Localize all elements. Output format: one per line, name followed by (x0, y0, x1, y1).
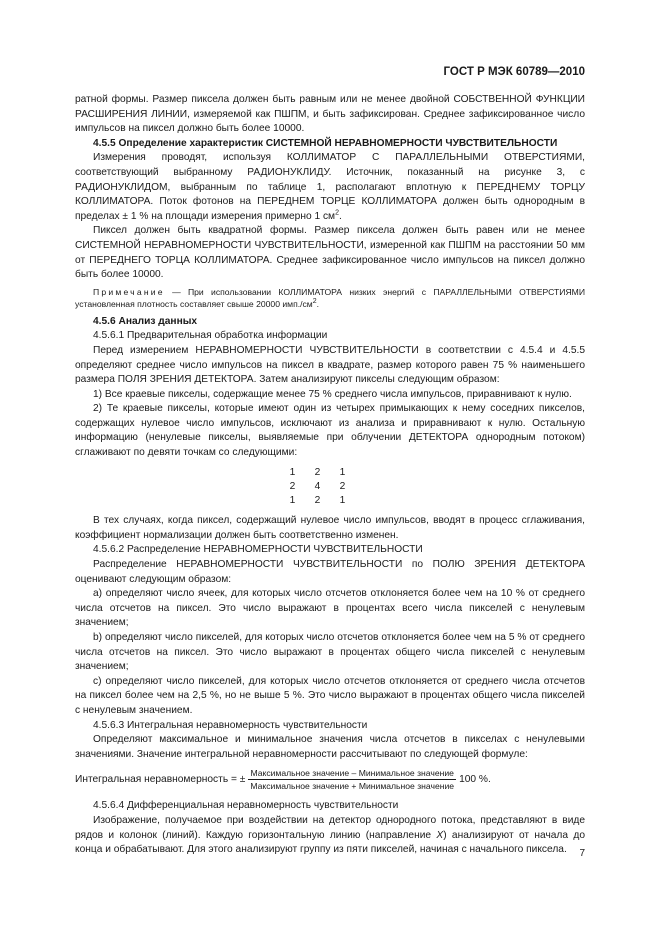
matrix-cell: 2 (314, 495, 321, 507)
paragraph-text: Изображение, получаемое при воздействии на детектор однородного потока, представляют в виде рядов и колонок (линий). Каждую горизонтальную линию (направление (75, 814, 585, 841)
matrix-cell: 2 (314, 466, 321, 478)
paragraph: Определяют максимальное и минимальное значения числа отсчетов в пикселах с ненулевыми значениями. Значение интегральной неравномерности рассчитывают по следующей формуле: (75, 734, 585, 760)
formula-fraction (248, 768, 456, 791)
note-text: . (316, 298, 319, 309)
subsection-heading-4-5-6-1: 4.5.6.1 Предварительная обработка информации (93, 330, 328, 342)
section-heading-4-5-6: 4.5.6 Анализ данных (93, 315, 198, 327)
matrix-cell: 4 (314, 480, 321, 492)
subsection-heading-4-5-6-3: 4.5.6.3 Интегральная неравномерность чувствительности (93, 719, 368, 731)
integral-nonuniformity-formula (75, 768, 585, 791)
matrix-cell: 1 (289, 466, 296, 478)
list-item: а) определяют число ячеек, для которых число отсчетов отклоняется более чем на 10 % от среднего числа отсчетов на пиксел. Это число выражают в процентах всего числа пикселей с ненулевым значением; (75, 588, 585, 629)
matrix-row (280, 480, 355, 494)
list-item: 1) Все краевые пикселы, содержащие менее 75 % среднего числа импульсов, приравнивают к нулю. (93, 388, 572, 400)
matrix-row (280, 466, 355, 480)
section-heading-4-5-5: 4.5.5 Определение характеристик СИСТЕМНОЙ НЕРАВНОМЕРНОСТИ ЧУВСТВИТЕЛЬНОСТИ (93, 137, 558, 149)
matrix-cell: 1 (339, 495, 346, 507)
note (75, 286, 585, 310)
smoothing-matrix (280, 466, 355, 509)
document-header: ГОСТ Р МЭК 60789—2010 (443, 66, 585, 78)
page-number: 7 (579, 848, 585, 859)
list-item: 2) Те краевые пикселы, которые имеют один из четырех примыкающих к нему соседних пикселов, содержащих нулевое число импульсов, исключают из анализа и приравнивают к нулю. Остальную информацию (ненулевые пикселы, выявляемые при облучении ДЕТЕКТОРА однородным потоком) сглаживают по девяти точкам со следующими: (75, 403, 585, 459)
formula-denominator: Максимальное значение + Минимальное значение (250, 781, 455, 792)
subsection-heading-4-5-6-2: 4.5.6.2 Распределение НЕРАВНОМЕРНОСТИ ЧУВСТВИТЕЛЬНОСТИ (93, 544, 423, 556)
formula-label: Интегральная неравномерность = ± (75, 773, 246, 785)
subsection-heading-4-5-6-4: 4.5.6.4 Дифференциальная неравномерность чувствительности (93, 800, 399, 812)
italic-variable: X (436, 829, 444, 841)
paragraph: ратной формы. Размер пиксела должен быть равным или не менее двойной СОБСТВЕННОЙ ФУНКЦИИ РАСШИРЕНИЯ ЛИНИИ, измеряемой как ПШПМ, и быть зафиксирован. Среднее зафиксированное число импульсов на пиксел должно быть более 10000. (75, 94, 585, 135)
formula-numerator: Максимальное значение – Минимальное значение (250, 768, 454, 779)
paragraph: Пиксел должен быть квадратной формы. Размер пиксела должен быть равен или не менее СИСТЕМНОЙ НЕРАВНОМЕРНОСТИ ЧУВСТВИТЕЛЬНОСТИ, измеренной как ПШПМ на расстоянии 50 мм от ПЕРЕДНЕГО ТОРЦА КОЛЛИМАТОРА. Среднее зафиксированное число импульсов на пиксел должно быть более 10000. (75, 225, 585, 281)
list-item: c) определяют число пикселей, для которых число отсчетов отклоняется от среднего числа отсчетов на пиксел более чем на 2,5 %, но не выше 5 %. Это число выражают в процентах общего числа пикселей с ненулевым значением. (75, 675, 585, 716)
paragraph: Перед измерением НЕРАВНОМЕРНОСТИ ЧУВСТВИТЕЛЬНОСТИ в соответствии с 4.5.4 и 4.5.5 определяют среднее число импульсов на пиксел в квадрате, размер которого равен 75 % наименьшего размера ПОЛЯ ЗРЕНИЯ ДЕТЕКТОРА. Затем анализируют пикселы следующим образом: (75, 344, 585, 386)
paragraph-text: . (338, 210, 342, 222)
formula-tail: 100 %. (459, 773, 491, 785)
note-text: — При использовании КОЛЛИМАТОРА низких энергий с ПАРАЛЛЕЛЬНЫМИ ОТВЕРСТИЯМИ установленная плотность составляет свыше 20000 имп./см (75, 286, 585, 309)
paragraph: В тех случаях, когда пиксел, содержащий нулевое число импульсов, вводят в процесс сглаживания, коэффициент нормализации должен быть соответственно изменен. (75, 515, 585, 541)
matrix-cell: 1 (289, 495, 296, 507)
list-item: b) определяют число пикселей, для которых число отсчетов отклоняется более чем на 5 % от среднего числа отсчетов на пиксел. Это число выражают в процентах общего числа пикселей с ненулевым значением; (75, 632, 585, 673)
paragraph: Распределение НЕРАВНОМЕРНОСТИ ЧУВСТВИТЕЛЬНОСТИ по ПОЛЮ ЗРЕНИЯ ДЕТЕКТОРА оценивают следующим образом: (75, 559, 585, 585)
superscript: 2 (312, 297, 317, 305)
paragraph (75, 814, 585, 858)
paragraph-text: Измерения проводят, используя КОЛЛИМАТОР С ПАРАЛЛЕЛЬНЫМИ ОТВЕРСТИЯМИ, соответствующий выбранному РАДИОНУКЛИДУ. Источник, показанный на рисунке 3, с РАДИОНУКЛИДОМ, выбранным по таблице 1, располагают вплотную к ПЕРЕДНЕМУ ТОРЦУ КОЛЛИМАТОРА. Поток фотонов на ПЕРЕДНЕМ ТОРЦЕ КОЛЛИМАТОРА должен быть однородным в пределах ± 1 % на площади измерения примерно 1 см (75, 152, 585, 222)
matrix-cell: 2 (289, 480, 296, 492)
superscript: 2 (335, 209, 339, 217)
note-label: Примечание (93, 286, 165, 297)
paragraph-text: ) анализируют от начала до конца и обрабатывают. Для этого анализируют группу из пяти пикселей, начиная с начального пиксела. (75, 829, 585, 856)
matrix-cell: 1 (339, 466, 346, 478)
document-body (75, 93, 585, 858)
matrix-cell: 2 (339, 480, 346, 492)
paragraph (75, 151, 585, 224)
document-page (75, 0, 585, 936)
matrix-row (280, 494, 355, 508)
